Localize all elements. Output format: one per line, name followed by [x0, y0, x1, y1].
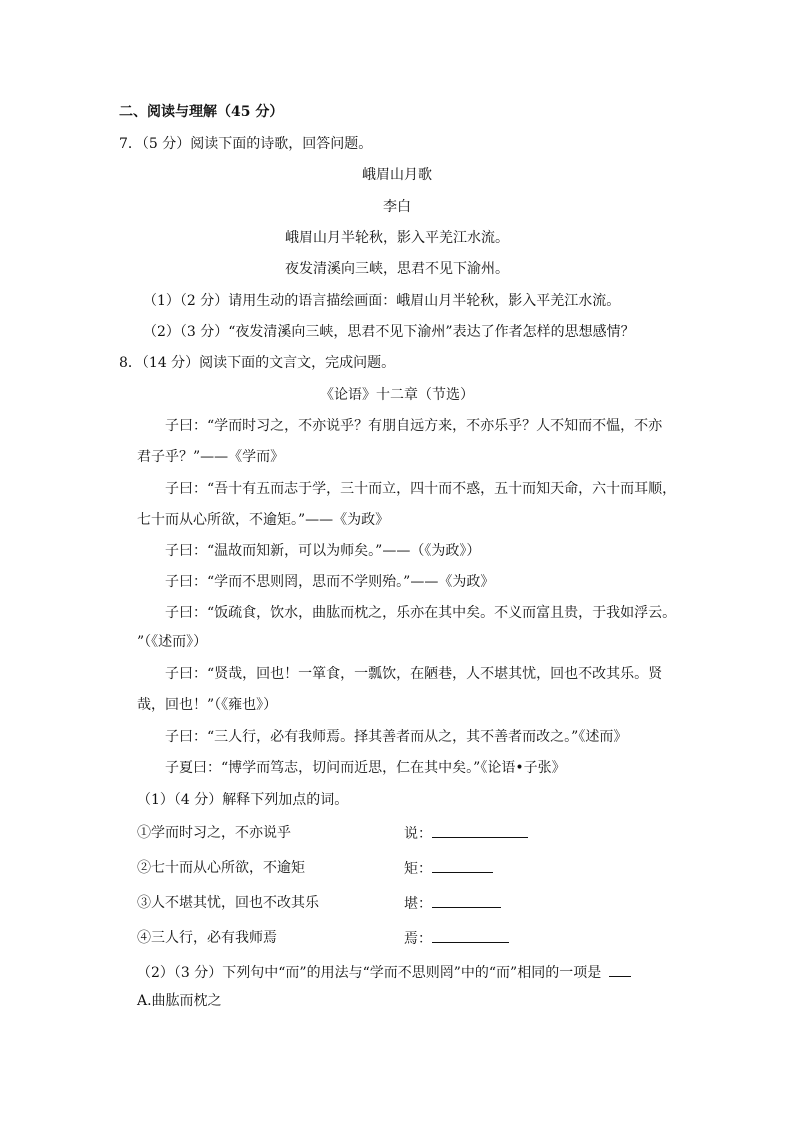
passage-1a: 子曰：“学而时习之，不亦说乎？有朋自远方来，不亦乐乎？人不知而不愠，不亦 [165, 418, 663, 434]
passage-5b: ”（《述而》） [137, 634, 208, 650]
passage-8: 子夏曰：“博学而笃志，切问而近思，仁在其中矣。”《论语•子张》 [165, 760, 566, 776]
word-item-1-label: 说： [404, 826, 432, 842]
answer-blank[interactable] [432, 893, 501, 908]
q8-sub-1: （1）（4 分）解释下列加点的词。 [137, 792, 349, 808]
answer-blank[interactable] [432, 858, 493, 873]
word-item-3-label: 堪： [404, 896, 432, 912]
answer-blank[interactable] [609, 962, 631, 977]
passage-7: 子曰：“三人行，必有我师焉。择其善者而从之，其不善者而改之。”《述而》 [165, 729, 628, 745]
passage-2b: 七十而从心所欲，不逾矩。”——《为政》 [137, 512, 390, 528]
word-item-2-label: 矩： [404, 861, 432, 877]
poem-line-2: 夜发清溪向三峡，思君不见下渝州。 [285, 261, 509, 277]
passage-4: 子曰：“学而不思则罔，思而不学则殆。”——《为政》 [165, 574, 495, 590]
passage-5a: 子曰：“饭疏食，饮水，曲肱而枕之，乐亦在其中矣。不义而富且贵，于我如浮云。 [165, 605, 677, 621]
passage-6b: 哉，回也！”（《雍也》） [137, 697, 278, 713]
q8-sub-2 [137, 962, 631, 983]
q7-sub-2: （2）（3 分）“夜发清溪向三峡，思君不见下渝州”表达了作者怎样的思想感情？ [143, 324, 635, 340]
word-item-3: ③人不堪其忧，回也不改其乐 [137, 895, 319, 911]
answer-blank[interactable] [432, 928, 509, 943]
word-item-2-answer[interactable] [404, 858, 493, 879]
text-title: 《论语》十二章（节选） [320, 387, 474, 403]
passage-1b: 君子乎？”——《学而》 [137, 449, 285, 465]
passage-3: 子曰：“温故而知新，可以为师矣。”——（《为政》） [165, 543, 481, 559]
word-item-3-answer[interactable] [404, 893, 501, 914]
poem-title: 峨眉山月歌 [362, 167, 432, 183]
q7-sub-1: （1）（2 分）请用生动的语言描绘画面：峨眉山月半轮秋，影入平羌江水流。 [143, 293, 621, 309]
passage-2a: 子曰：“吾十有五而志于学，三十而立，四十而不惑，五十而知天命，六十而耳顺， [165, 481, 677, 497]
word-item-1: ①学而时习之，不亦说乎 [137, 825, 291, 841]
word-item-4-label: 焉： [404, 931, 432, 947]
q8-stem: 8．（14 分）阅读下面的文言文，完成问题。 [119, 355, 396, 371]
word-item-4-answer[interactable] [404, 928, 509, 949]
word-item-2: ②七十而从心所欲，不逾矩 [137, 860, 305, 876]
word-item-1-answer[interactable] [404, 823, 528, 844]
q8-sub-2-text: （2）（3 分）下列句中“而”的用法与“学而不思则罔”中的“而”相同的一项是 [137, 965, 602, 981]
poem-line-1: 峨眉山月半轮秋，影入平羌江水流。 [285, 230, 509, 246]
word-item-4: ④三人行，必有我师焉 [137, 930, 277, 946]
passage-6a: 子曰：“贤哉，回也！一箪食，一瓢饮，在陋巷，人不堪其忧，回也不改其乐。贤 [165, 666, 663, 682]
q7-stem: 7．（5 分）阅读下面的诗歌，回答问题。 [119, 136, 373, 152]
option-a: A.曲肱而枕之 [137, 993, 222, 1009]
section-title: 二、阅读与理解（45 分） [119, 104, 284, 120]
poem-author: 李白 [383, 199, 411, 215]
answer-blank[interactable] [432, 823, 528, 838]
